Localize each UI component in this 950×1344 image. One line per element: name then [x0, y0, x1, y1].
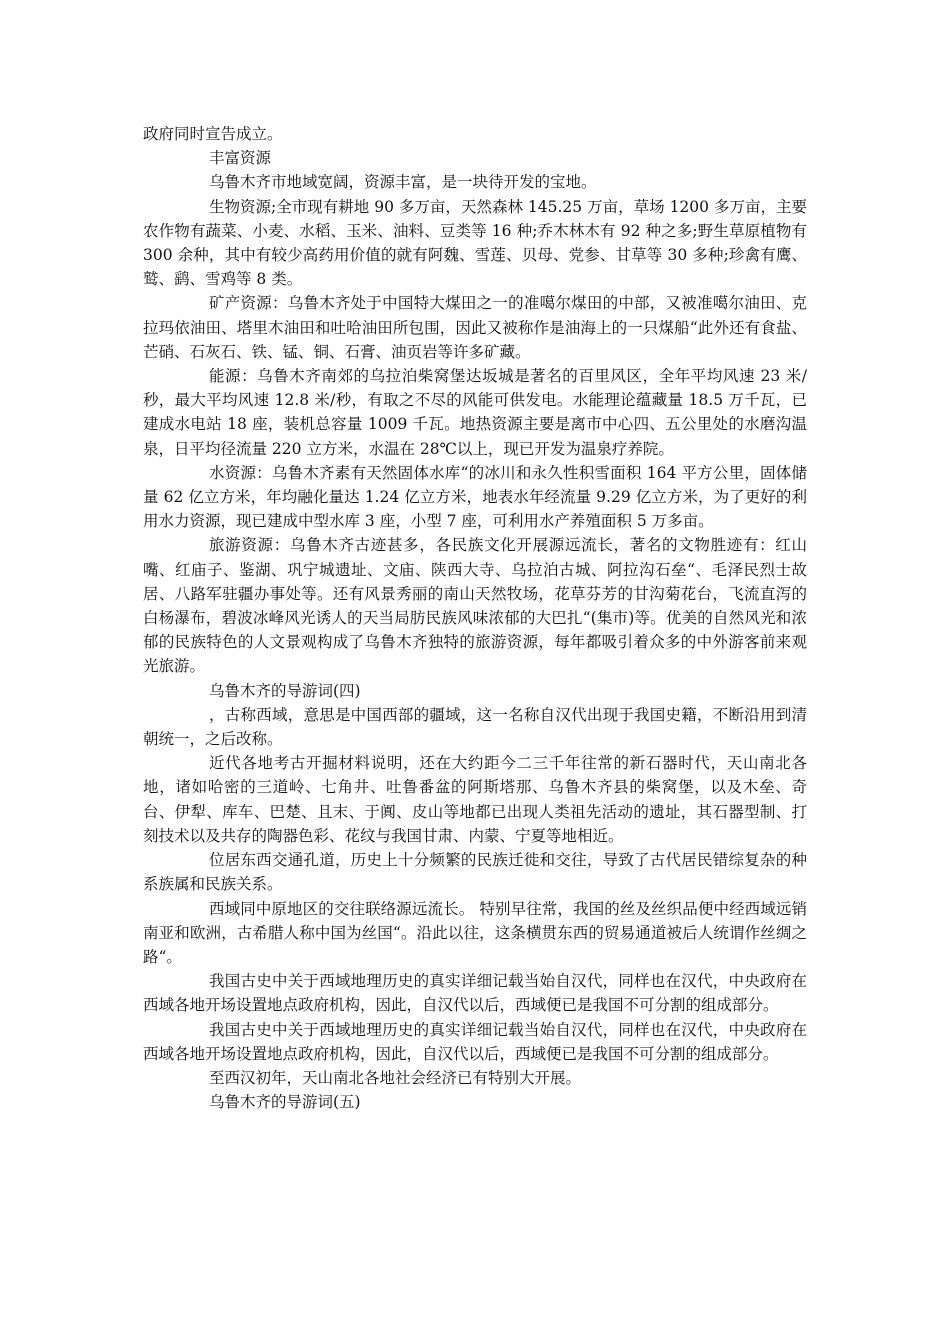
- section-heading: 乌鲁木齐的导游词(五): [209, 1093, 361, 1112]
- section-heading: 乌鲁木齐的导游词(四): [209, 681, 361, 700]
- paragraph: 乌鲁木齐市地域宽阔，资源丰富，是一块待开发的宝地。: [209, 173, 597, 192]
- paragraph: 我国古史中关于西域地理历史的真实详细记载当始自汉代，同样也在汉代，中央政府在西域各地开场设置地点政府机构，因此，自汉代以后，西域便已是我国不可分割的组成部分。: [143, 1020, 807, 1063]
- paragraph: 西域同中原地区的交往联络源远流长。 特别早往常，我国的丝及丝织品便中经西域远销南亚和欧洲，古希腊人称中国为丝国“。沿此以往，这条横贯东西的贸易通道被后人统谓作丝绸之路“。: [143, 899, 807, 966]
- paragraph: 生物资源;全市现有耕地 90 多万亩，天然森林 145.25 万亩，草场 1200 多万亩，主要农作物有蔬菜、小麦、水稻、玉米、油料、豆类等 16 种;乔木林木有 92 种之多;野生草原植物有 300 余种，其中有较少高药用价值的就有阿魏、雪莲、贝母、党参、甘草等 30 多种;珍禽有鹰、鹫、鹞、雪鸡等 8 类。: [143, 197, 807, 289]
- paragraph: 水资源：乌鲁木齐素有天然固体水库“的冰川和永久性积雪面积 164 平方公里，固体储量 62 亿立方米，年均融化量达 1.24 亿立方米，地表水年经流量 9.29 亿立方米，为了更好的利用水力资源，现已建成中型水库 3 座，小型 7 座，可利用水产养殖面积 5 万多亩。: [143, 463, 807, 531]
- document-body: [143, 122, 807, 1114]
- paragraph: ，古称西域，意思是中国西部的疆域，这一名称自汉代出现于我国史籍，不断沿用到清朝统一，之后改称。: [143, 705, 807, 749]
- paragraph: 位居东西交通孔道，历史上十分频繁的民族迁徙和交往，导致了古代居民错综复杂的种系族属和民族关系。: [143, 851, 807, 894]
- paragraph: 至西汉初年，天山南北各地社会经济已有特别大开展。: [209, 1068, 582, 1087]
- paragraph: 矿产资源：乌鲁木齐处于中国特大煤田之一的准噶尔煤田的中部，又被准噶尔油田、克拉玛依油田、塔里木油田和吐哈油田所包围，因此又被称作是油海上的一只煤船“此外还有食盐、芒硝、石灰石、铁、锰、铜、石膏、油页岩等许多矿藏。: [143, 294, 807, 361]
- paragraph: 能源：乌鲁木齐南郊的乌拉泊柴窝堡达坂城是著名的百里风区，全年平均风速 23 米/秒，最大平均风速 12.8 米/秒，有取之不尽的风能可供发电。水能理论蕴藏量 18.5 万千瓦，已建成水电站 18 座，装机总容量 1009 千瓦。地热资源主要是离市中心四、五公里处的水磨沟温泉，日平均径流量 220 立方米，水温在 28℃以上，现已开发为温泉疗养院。: [143, 367, 807, 458]
- paragraph: 政府同时宣告成立。: [143, 125, 283, 143]
- paragraph: 旅游资源：乌鲁木齐古迹甚多，各民族文化开展源远流长，著名的文物胜迹有：红山嘴、红庙子、鉴湖、巩宁城遗址、文庙、陕西大寺、乌拉泊古城、阿拉沟石垒“、毛泽民烈士故居、八路军驻疆办事处等。还有风景秀丽的南山天然牧场，花草芬芳的甘沟菊花台，飞流直泻的白杨瀑布，碧波冰峰风光诱人的天当局肪民族风味浓郁的大巴扎“(集市)等。优美的自然风光和浓郁的民族特色的人文景观构成了乌鲁木齐独特的旅游资源，每年都吸引着众多的中外游客前来观光旅游。: [143, 536, 807, 676]
- paragraph: 近代各地考古开掘材料说明，还在大约距今二三千年往常的新石器时代，天山南北各地，诸如哈密的三道岭、七角井、吐鲁番盆的阿斯塔那、乌鲁木齐县的柴窝堡，以及木垒、奇台、伊犁、库车、巴楚、且末、于阗、皮山等地都已出现人类祖先活动的遗址，其石器型制、打刻技术以及共存的陶器色彩、花纹与我国甘肃、内蒙、宁夏等地相近。: [143, 754, 807, 845]
- section-heading: 丰富资源: [209, 149, 272, 168]
- paragraph: 我国古史中关于西域地理历史的真实详细记载当始自汉代，同样也在汉代，中央政府在西域各地开场设置地点政府机构，因此，自汉代以后，西域便已是我国不可分割的组成部分。: [143, 972, 807, 1015]
